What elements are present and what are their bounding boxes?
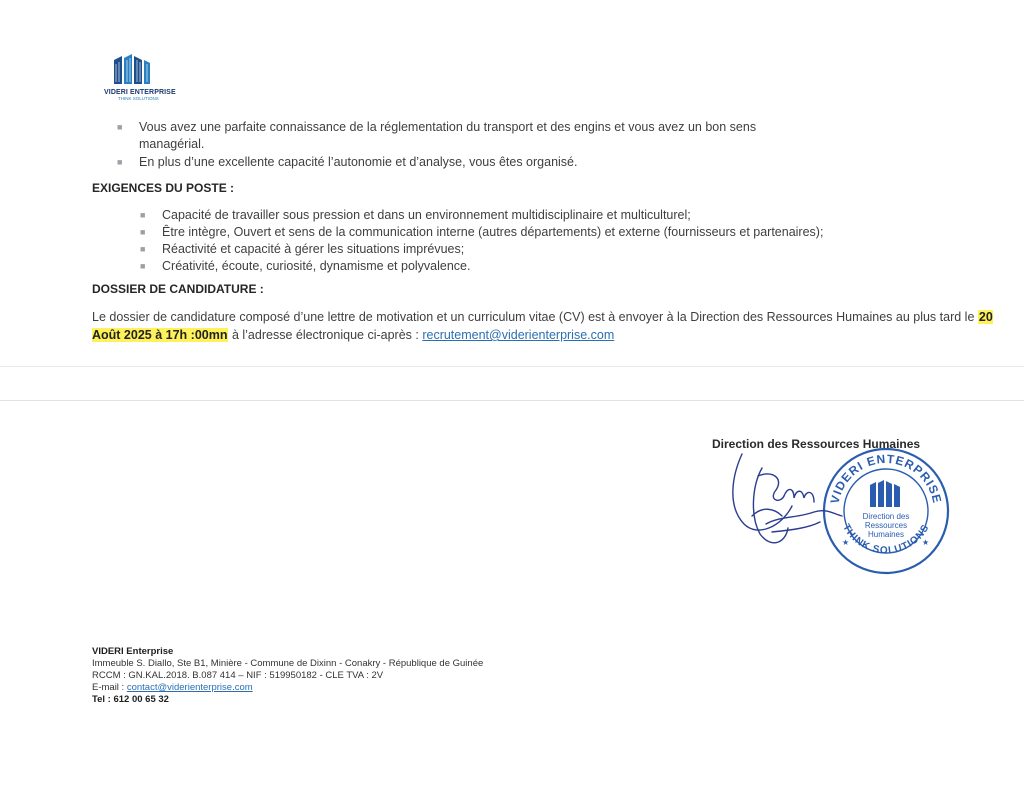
bullet-icon: ■ xyxy=(140,210,146,220)
bullet-icon: ■ xyxy=(117,157,123,167)
list-item: ■ Vous avez une parfaite connaissance de la réglementation du transport et des engins et vous avez un bon sens managérial. xyxy=(117,120,757,151)
requirements-list xyxy=(140,207,922,275)
application-heading: DOSSIER DE CANDIDATURE : xyxy=(92,282,264,296)
handwritten-signature xyxy=(722,446,862,556)
footer-email-line: E-mail : contact@viderienterprise.com xyxy=(92,682,253,693)
list-item: ■ Capacité de travailler sous pression et dans un environnement multidisciplinaire et multiculturel; xyxy=(140,208,691,222)
list-item: ■ En plus d’une excellente capacité l’autonomie et d’analyse, vous êtes organisé. xyxy=(117,155,578,169)
requirements-heading: EXIGENCES DU POSTE : xyxy=(92,181,235,195)
signature-title: Direction des Ressources Humaines xyxy=(712,437,921,451)
svg-text:★: ★ xyxy=(842,538,850,547)
list-item: ■ Créativité, écoute, curiosité, dynamisme et polyvalence. xyxy=(140,259,471,273)
footer-company: VIDERI Enterprise xyxy=(92,646,174,657)
logo-company-name: VIDERI ENTERPRISE xyxy=(104,89,176,96)
svg-text:★: ★ xyxy=(922,538,930,547)
logo-tagline: THINK SOLUTIONS xyxy=(118,96,159,101)
bullet-icon: ■ xyxy=(140,261,146,271)
list-item: ■ Être intègre, Ouvert et sens de la communication interne (autres départements) et externe (fournisseurs et partenaires); xyxy=(140,225,824,239)
divider xyxy=(0,400,1024,401)
recruitment-email-link[interactable]: recrutement@viderienterprise.com xyxy=(422,328,615,342)
footer-phone: Tel : 612 00 65 32 xyxy=(92,694,169,705)
contact-email-link[interactable]: contact@viderienterprise.com xyxy=(126,682,253,693)
application-paragraph: Le dossier de candidature composé d’une lettre de motivation et un curriculum vitae (CV) est à envoyer à la Direction des Ressources Humaines au plus tard le 20 Août 2025 à 17h :00mn à l’adresse électronique ci-après : recrutement@viderienterprise.com xyxy=(92,310,993,342)
bullet-icon: ■ xyxy=(140,227,146,237)
stamp-logo-icon xyxy=(870,480,900,507)
list-item: ■ Réactivité et capacité à gérer les situations imprévues; xyxy=(140,242,465,256)
footer xyxy=(92,646,483,706)
profile-bullet-list xyxy=(117,119,899,172)
divider xyxy=(0,366,1024,367)
footer-registry: RCCM : GN.KAL.2018. B.087 414 – NIF : 519950182 - CLE TVA : 2V xyxy=(92,670,384,681)
company-logo xyxy=(104,52,174,101)
footer-address: Immeuble S. Diallo, Ste B1, Minière - Commune de Dixinn - Conakry - République de Guinée xyxy=(92,658,484,669)
stamp-center-line: Humaines xyxy=(867,530,905,539)
stamp-center-line: Ressources xyxy=(864,521,908,530)
stamp-ring-top: VIDERI ENTERPRISE xyxy=(827,451,945,506)
bullet-icon: ■ xyxy=(140,244,146,254)
stamp-center-line: Direction des xyxy=(862,512,910,521)
bullet-icon: ■ xyxy=(117,122,123,132)
stamp-ring-bottom: THINK SOLUTIONS xyxy=(840,522,932,557)
building-logo-icon xyxy=(110,52,154,88)
deadline-highlight: 20 Août 2025 à 17h :00mn xyxy=(92,310,993,342)
